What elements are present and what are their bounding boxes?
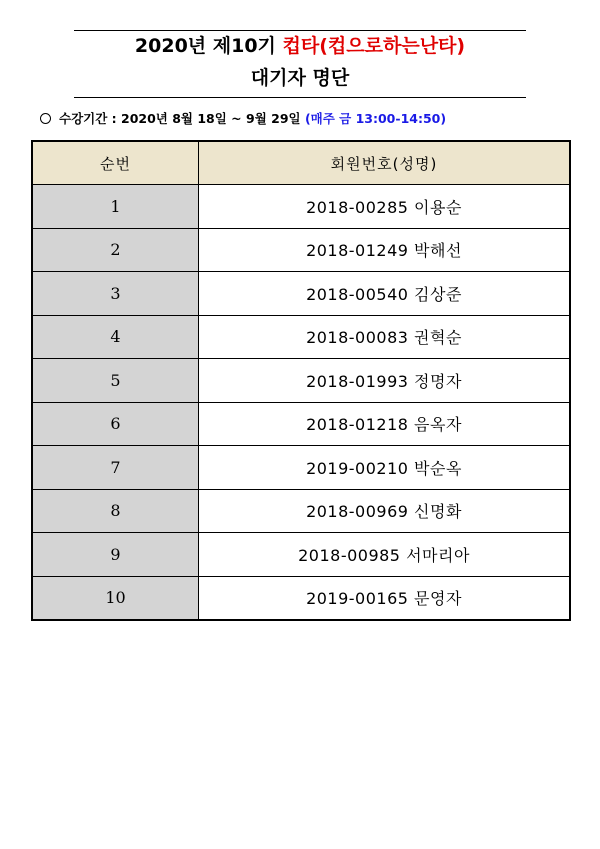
row-number: 9 — [32, 533, 199, 577]
period-label: 수강기간 : 2020년 8월 18일 ~ 9월 29일 — [59, 111, 301, 126]
table-row — [32, 228, 570, 272]
row-member: 2019-00210 박순옥 — [199, 446, 571, 490]
row-member: 2018-01249 박해선 — [199, 228, 571, 272]
row-member: 2018-00985 서마리아 — [199, 533, 571, 577]
table-row — [32, 185, 570, 229]
title-rule-bottom — [74, 97, 526, 98]
row-member: 2018-01993 정명자 — [199, 359, 571, 403]
course-period — [40, 110, 446, 128]
row-number: 4 — [32, 315, 199, 359]
row-number: 6 — [32, 402, 199, 446]
row-number: 10 — [32, 576, 199, 620]
row-member: 2018-00083 권혁순 — [199, 315, 571, 359]
circle-bullet-icon — [40, 113, 51, 124]
row-number: 7 — [32, 446, 199, 490]
row-number: 3 — [32, 272, 199, 316]
table-row — [32, 315, 570, 359]
table-row — [32, 446, 570, 490]
table-row — [32, 359, 570, 403]
header-number: 순번 — [32, 141, 199, 185]
title-rule-top — [74, 30, 526, 31]
table-row — [32, 272, 570, 316]
period-schedule: (매주 금 13:00-14:50) — [304, 111, 447, 126]
table-row — [32, 489, 570, 533]
table-row — [32, 533, 570, 577]
row-member: 2018-00540 김상준 — [199, 272, 571, 316]
row-member: 2018-00969 신명화 — [199, 489, 571, 533]
row-number: 2 — [32, 228, 199, 272]
page-subtitle: 대기자 명단 — [250, 67, 350, 89]
row-number: 1 — [32, 185, 199, 229]
table-row — [32, 576, 570, 620]
waitlist-table — [31, 140, 571, 621]
table-header-row — [32, 141, 570, 185]
page-title — [0, 33, 600, 59]
row-member: 2018-01218 음옥자 — [199, 402, 571, 446]
row-member: 2019-00165 문영자 — [199, 576, 571, 620]
row-member: 2018-00285 이용순 — [199, 185, 571, 229]
row-number: 5 — [32, 359, 199, 403]
title-highlight: 컵타(컵으로하는난타) — [282, 35, 466, 57]
table-row — [32, 402, 570, 446]
row-number: 8 — [32, 489, 199, 533]
header-member: 회원번호(성명) — [199, 141, 571, 185]
title-prefix: 2020년 제10기 — [134, 35, 283, 57]
